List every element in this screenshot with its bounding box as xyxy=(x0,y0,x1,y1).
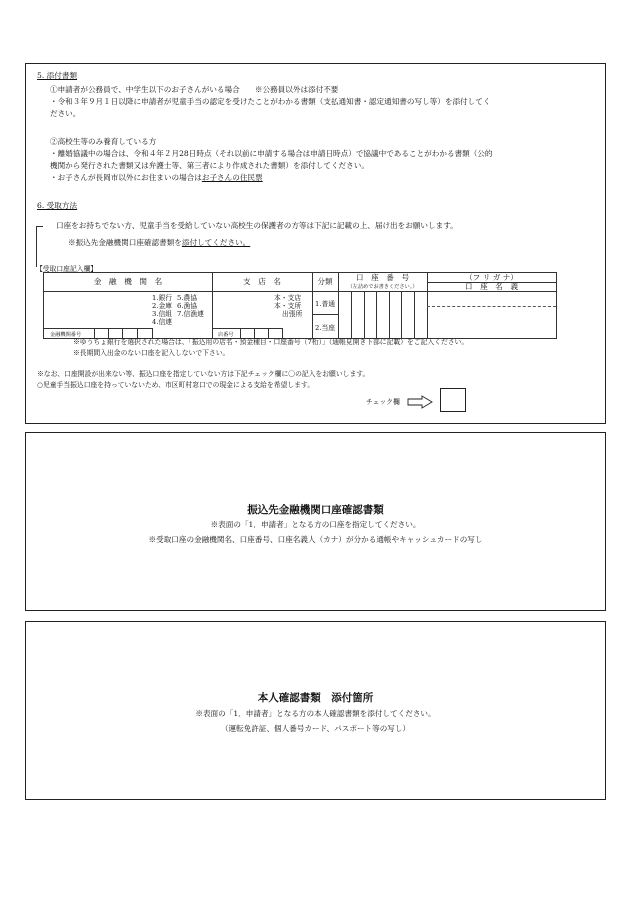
header-furigana: （フ リ ガ ナ） xyxy=(465,273,518,282)
note-yucho: ※ゆうちょ銀行を選択された場合は、「振込用の店名・預金種目・口座番号（7桁）」（通帳見開き下部に記載）をご記入ください。 xyxy=(73,338,469,346)
branch-code-label: 店番号 xyxy=(218,332,234,338)
resident-record-link-text: お子さんの住民票 xyxy=(201,173,263,182)
note-no-account: ※なお、口座開設が出来ない等、振込口座を指定していない方は下記チェック欄に〇の記入をお願いします。 xyxy=(37,370,370,378)
id-box-line1: ※表面の「1．申請者」となる方の本人確認書類を添付してください。 xyxy=(195,709,436,718)
bank-type-1: 1.銀行 xyxy=(152,294,173,302)
branch-type-1: 本・支店 xyxy=(274,294,302,302)
bank-type-5: 5.農協 xyxy=(177,294,198,302)
branch-code-divider xyxy=(212,328,282,329)
account-digit-cell xyxy=(414,291,415,338)
bank-code-divider xyxy=(44,328,152,329)
holder-divider xyxy=(427,306,556,307)
bank-type-7: 7.信漁連 xyxy=(177,310,204,318)
branch-type-3: 出張所 xyxy=(282,310,303,318)
section6-attach-text: ※振込先金融機関口座確認書類を xyxy=(68,238,182,247)
account-digit-cell xyxy=(364,291,365,338)
bank-document-attachment-box xyxy=(25,432,606,611)
section5-p2-line1: ・離婚協議中の場合は、令和４年２月28日時点（それ以前に申請する場合は申請日時点）で協議中であることがわかる書類（公的 xyxy=(50,149,493,158)
account-table-label: 【受取口座記入欄】 xyxy=(36,265,98,273)
account-table xyxy=(43,272,557,339)
section6-attach-note xyxy=(68,238,250,248)
id-document-attachment-box xyxy=(25,621,606,800)
header-branch: 支 店 名 xyxy=(243,277,281,286)
account-digit-cell xyxy=(401,291,402,338)
bank-type-4: 4.信連 xyxy=(152,318,173,326)
bank-box-line2: ※受取口座の金融機関名、口座番号、口座名義人（カナ）が分かる通帳やキャッシュカードの写し xyxy=(148,535,483,544)
account-type-2: 2.当座 xyxy=(315,324,336,332)
section5-p2-title: ②高校生等のみ養育している方 xyxy=(50,137,157,146)
bank-code-label: 金融機関番号 xyxy=(50,332,82,338)
id-box-line2: （運転免許証、個人番号カード、パスポート等の写し） xyxy=(220,724,411,733)
bank-type-2: 2.金庫 xyxy=(152,302,173,310)
section5-p2-line3-text: ・お子さんが長岡市以外にお住まいの場合は xyxy=(50,173,202,182)
check-box[interactable] xyxy=(440,388,466,412)
bank-box-title: 振込先金融機関口座確認書類 xyxy=(247,504,384,516)
bank-type-3: 3.信組 xyxy=(152,310,173,318)
bracket-top xyxy=(36,226,43,227)
branch-type-2: 本・支所 xyxy=(274,302,302,310)
section5-p1-title: ①申請者が公務員で、中学生以下のお子さんがいる場合 ※公務員以外は添付不要 xyxy=(50,85,339,94)
arrow-right-icon xyxy=(407,395,433,409)
check-label: チェック欄 xyxy=(366,398,400,406)
section5-p1-line2: ださい。 xyxy=(50,109,81,118)
header-bank: 金 融 機 関 名 xyxy=(93,277,163,286)
application-instructions-box xyxy=(25,63,606,424)
bank-type-6: 6.漁協 xyxy=(177,302,198,310)
header-account-note: （左詰めでお書きください。） xyxy=(347,284,418,290)
section5-p2-line3 xyxy=(50,173,263,183)
section5-p1-line1: ・令和３年９月１日以降に申請者が児童手当の認定を受けたことがわかる書類（支払通知書・認定通知書の写し等）を添付してく xyxy=(50,97,491,106)
section6-intro: 口座をお持ちでない方、児童手当を受給していない高校生の保護者の方等は下記に記載の上、届け出をお願いします。 xyxy=(56,221,458,230)
header-holder: 口 座 名 義 xyxy=(464,282,519,291)
section6-heading: 6. 受取方法 xyxy=(37,201,78,210)
header-account-number: 口 座 番 号 xyxy=(355,273,410,282)
id-box-title: 本人確認書類 添付箇所 xyxy=(257,692,374,704)
account-digit-cell xyxy=(389,291,390,338)
bank-box-line1: ※表面の「1．申請者」となる方の口座を指定してください。 xyxy=(210,520,421,529)
note-cash: ○児童手当振込口座を持っていないため、市区町村窓口での現金による支給を希望します。 xyxy=(37,381,314,389)
account-type-1: 1.普通 xyxy=(315,300,336,308)
header-type: 分類 xyxy=(317,277,333,286)
account-digit-cell xyxy=(376,291,377,338)
bracket-line xyxy=(36,226,37,267)
section5-heading: 5. 添付書類 xyxy=(37,71,78,80)
note-dormant: ※長期間入出金のない口座を記入しないで下さい。 xyxy=(73,349,230,357)
account-type-divider xyxy=(312,314,338,315)
section5-p2-line2: 機関から発行された書類又は弁護士等、第三者により作成された書類）を添付してください。 xyxy=(50,161,369,170)
account-digit-cell xyxy=(351,291,352,338)
section6-attach-link-text: 添付してください。 xyxy=(181,238,251,247)
